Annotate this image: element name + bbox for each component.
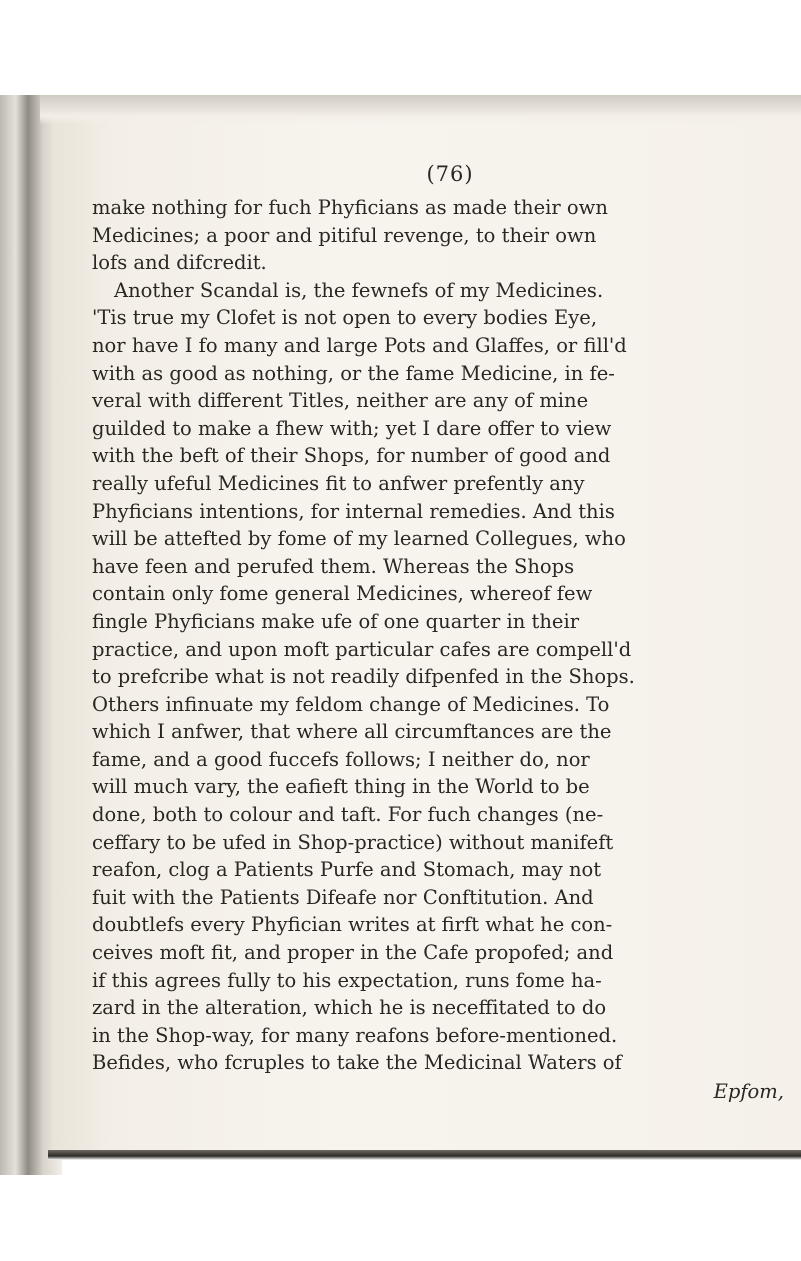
- bottom-page-edge: [48, 1150, 801, 1160]
- text-line: with as good as nothing, or the fame Medicine, in fe-: [92, 361, 615, 385]
- text-line: ceffary to be ufed in Shop-practice) without manifeft: [92, 830, 614, 854]
- text-line: with the beft of their Shops, for number of good and: [92, 444, 611, 468]
- text-line: Medicines; a poor and pitiful revenge, to their own: [92, 223, 597, 247]
- text-line: fuit with the Patients Difeafe nor Conftitution. And: [92, 885, 594, 909]
- text-line: which I anfwer, that where all circumftances are the: [92, 720, 612, 744]
- text-line: Another Scandal is, the fewnefs of my Medicines.: [114, 278, 604, 302]
- text-line: make nothing for fuch Phyficians as made their own: [92, 196, 608, 219]
- text-line: ceives moft fit, and proper in the Cafe propofed; and: [92, 941, 614, 965]
- text-line: doubtlefs every Phyfician writes at firft what he con-: [92, 913, 613, 937]
- text-line: fame, and a good fuccefs follows; I neither do, nor: [92, 747, 590, 771]
- text-line: will be attefted by fome of my learned Collegues, who: [92, 527, 626, 551]
- text-block: [76, 160, 794, 1105]
- top-shadow: [40, 95, 801, 125]
- text-line: fingle Phyficians make ufe of one quarter in their: [92, 609, 580, 633]
- text-line: Others infinuate my feldom change of Medicines. To: [92, 692, 610, 716]
- text-line: lofs and difcredit.: [92, 251, 267, 275]
- text-line: zard in the alteration, which he is neceffitated to do: [92, 996, 607, 1020]
- text-line: veral with different Titles, neither are any of mine: [92, 389, 589, 413]
- text-line: Befides, who fcruples to take the Medicinal Waters of: [92, 1051, 622, 1075]
- text-line: to prefcribe what is not readily difpenfed in the Shops.: [92, 665, 635, 689]
- text-line: practice, and upon moft particular cafes are compell'd: [92, 637, 632, 661]
- catchword: Epfom,: [713, 1080, 784, 1103]
- text-line: will much vary, the eafieft thing in the World to be: [92, 775, 590, 799]
- text-line: have feen and perufed them. Whereas the Shops: [92, 554, 575, 578]
- text-line: done, both to colour and taft. For fuch changes (ne-: [92, 803, 604, 827]
- text-line: guilded to make a fhew with; yet I dare offer to view: [92, 416, 612, 440]
- text-line: 'Tis true my Clofet is not open to every bodies Eye,: [92, 306, 598, 330]
- page-number: (76): [426, 162, 474, 186]
- text-line: contain only fome general Medicines, whereof few: [92, 582, 593, 606]
- text-line: Phyficians intentions, for internal remedies. And this: [92, 499, 615, 523]
- text-line: nor have I fo many and large Pots and Glaffes, or fill'd: [92, 333, 627, 357]
- text-line: reafon, clog a Patients Purfe and Stomach, may not: [92, 858, 602, 882]
- text-line: if this agrees fully to his expectation, runs fome ha-: [92, 968, 602, 992]
- text-line: really ufeful Medicines fit to anfwer prefently any: [92, 471, 585, 495]
- text-line: in the Shop-way, for many reafons before-mentioned.: [92, 1023, 618, 1047]
